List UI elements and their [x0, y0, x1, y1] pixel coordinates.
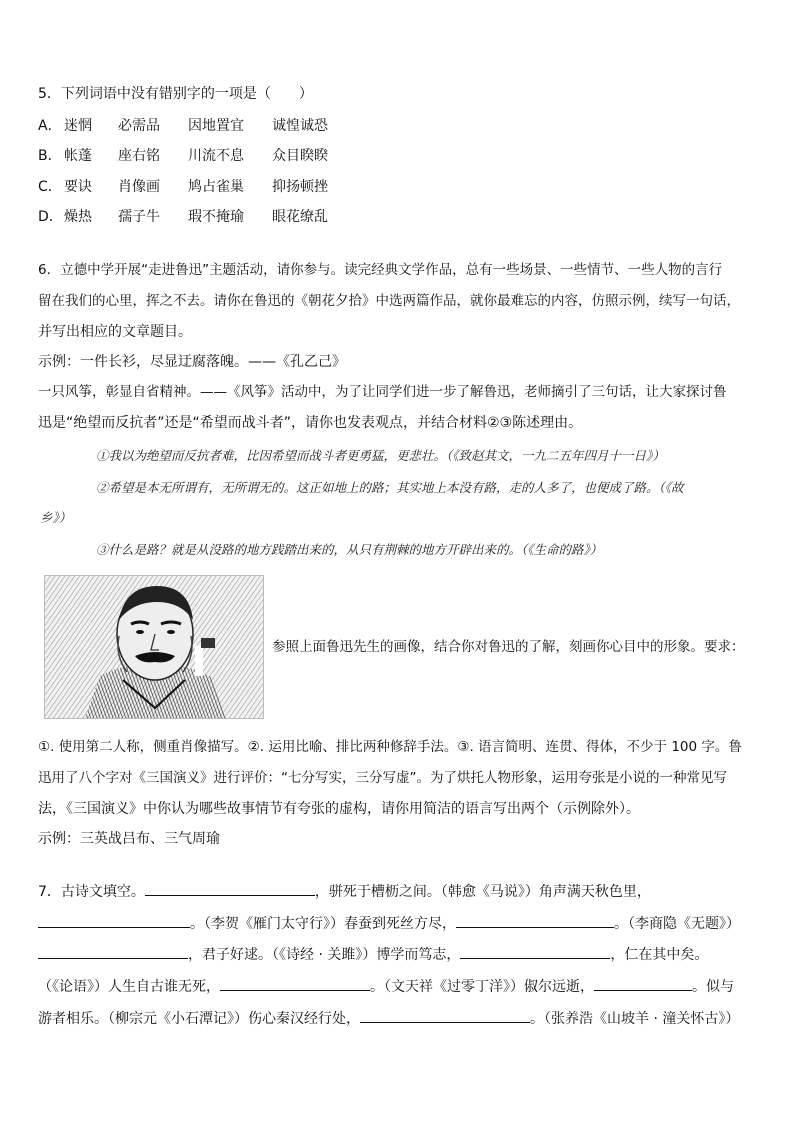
option-word: 座右铭 — [118, 148, 160, 164]
option-label: B． — [38, 148, 62, 164]
answer-blank[interactable] — [460, 944, 610, 959]
q6-line-6: 迅是“绝望而反抗者”还是“希望而战斗者”，请你也发表观点，并结合材料②③陈述理由。 — [38, 415, 583, 431]
option-word: 帐蓬 — [64, 148, 92, 164]
q7-text: ，仁在其中矣。 — [610, 947, 709, 963]
q7-text: 。似与 — [692, 979, 734, 995]
portrait-caption: 参照上面鲁迅先生的画像，结合你对鲁迅的了解，刻画你心目中的形象。要求： — [272, 639, 745, 655]
answer-blank[interactable] — [145, 881, 315, 896]
quote-3: ③什么是路？就是从没路的地方践踏出来的，从只有荆棘的地方开辟出来的。（《生命的路》） — [96, 542, 603, 557]
q7-line-4 — [38, 976, 734, 997]
q6-requirement-1: ①. 使用第二人称，侧重肖像描写。②. 运用比喻、排比两种修辞手法。③. 语言简明、连贯、得体，不少于 100 字。鲁 — [38, 739, 742, 755]
quote-1: ①我以为绝望而反抗者难，比因希望而战斗者更勇猛，更悲壮。（《致赵其文，一九二五年四月十一日》） — [96, 448, 665, 463]
option-word: 燥热 — [64, 209, 92, 225]
answer-blank[interactable] — [38, 944, 188, 959]
q7-text: 。（张养浩《山坡羊 · 潼关怀古》） — [530, 1011, 740, 1027]
option-word: 迷惘 — [64, 118, 92, 134]
q7-text: ，骈死于槽枥之间。（韩愈《马说》）角声满天秋色里， — [314, 884, 651, 900]
q6-requirement-2: 迅用了八个字对《三国演义》进行评价：“七分写实，三分写虚”。为了烘托人物形象，运用夸张是小说的一种常见写 — [38, 770, 727, 786]
q6-line-3: 并写出相应的文章题目。 — [38, 324, 192, 340]
q7-text: （《论语》）人生自古谁无死， — [38, 979, 220, 995]
option-word: 要诀 — [64, 179, 92, 195]
quote-2: ②希望是本无所谓有，无所谓无的。这正如地上的路；其实地上本没有路，走的人多了，也便成了路。（《故 — [96, 480, 684, 495]
q7-text: 。（李贺《雁门太守行》）春蚕到死丝方尽， — [190, 916, 456, 932]
answer-blank[interactable] — [360, 1008, 530, 1023]
option-word: 川流不息 — [188, 148, 244, 164]
quote-2-cont: 乡》） — [40, 510, 72, 525]
option-word: 众目睽睽 — [272, 148, 328, 164]
q6-line-1: 6．立德中学开展“走进鲁迅”主题活动，请你参与。读完经典文学作品，总有一些场景、一些情节、一些人物的言行 — [38, 262, 723, 278]
option-word: 肖像画 — [118, 179, 160, 195]
q6-example-2: 示例：三英战吕布、三气周瑜 — [38, 831, 220, 847]
option-word: 鸠占雀巢 — [188, 179, 244, 195]
q5-stem: 5．下列词语中没有错别字的一项是（ ） — [38, 86, 313, 102]
q7-text: 。（文天祥《过零丁洋》）俶尔远逝， — [370, 979, 594, 995]
q7-text: ，君子好逑。（《诗经 · 关雎》）博学而笃志， — [188, 947, 461, 963]
option-word: 诚惶诚恐 — [272, 118, 328, 134]
option-word: 抑扬顿挫 — [272, 179, 328, 195]
q6-requirement-3: 法，《三国演义》中你认为哪些故事情节有夸张的虚构，请你用简洁的语言写出两个（示例除外）。 — [38, 801, 640, 817]
q7-text: 游者相乐。（柳宗元《小石潭记》）伤心秦汉经行处， — [38, 1011, 360, 1027]
q7-line-1 — [38, 881, 651, 902]
option-word: 必需品 — [118, 118, 160, 134]
portrait-sketch — [45, 576, 263, 718]
answer-blank[interactable] — [456, 913, 614, 928]
q7-line-2 — [38, 913, 740, 934]
q7-line-3 — [38, 944, 708, 965]
answer-blank[interactable] — [594, 976, 692, 991]
q6-line-5: 一只风筝，彰显自省精神。——《风筝》活动中，为了让同学们进一步了解鲁迅，老师摘引了三句话，让大家探讨鲁 — [38, 384, 727, 400]
q7-text: 。（李商隐《无题》） — [614, 916, 740, 932]
option-word: 眼花缭乱 — [272, 209, 328, 225]
answer-blank[interactable] — [220, 976, 370, 991]
option-word: 孺子牛 — [118, 209, 160, 225]
option-word: 瑕不掩瑜 — [188, 209, 244, 225]
q6-example: 示例：一件长衫，尽显迂腐落魄。——《孔乙己》 — [38, 354, 346, 370]
q6-line-2: 留在我们的心里，挥之不去。请你在鲁迅的《朝花夕拾》中选两篇作品，就你最难忘的内容，仿照示例，续写一句话， — [38, 293, 740, 309]
q7-line-5 — [38, 1008, 739, 1029]
option-label: C． — [38, 179, 62, 195]
q7-text: 7．古诗文填空。 — [38, 884, 145, 900]
option-label: A． — [38, 118, 62, 134]
option-label: D． — [38, 209, 63, 225]
option-word: 因地置宜 — [188, 118, 244, 134]
answer-blank[interactable] — [38, 913, 190, 928]
lu-xun-portrait — [44, 575, 264, 719]
